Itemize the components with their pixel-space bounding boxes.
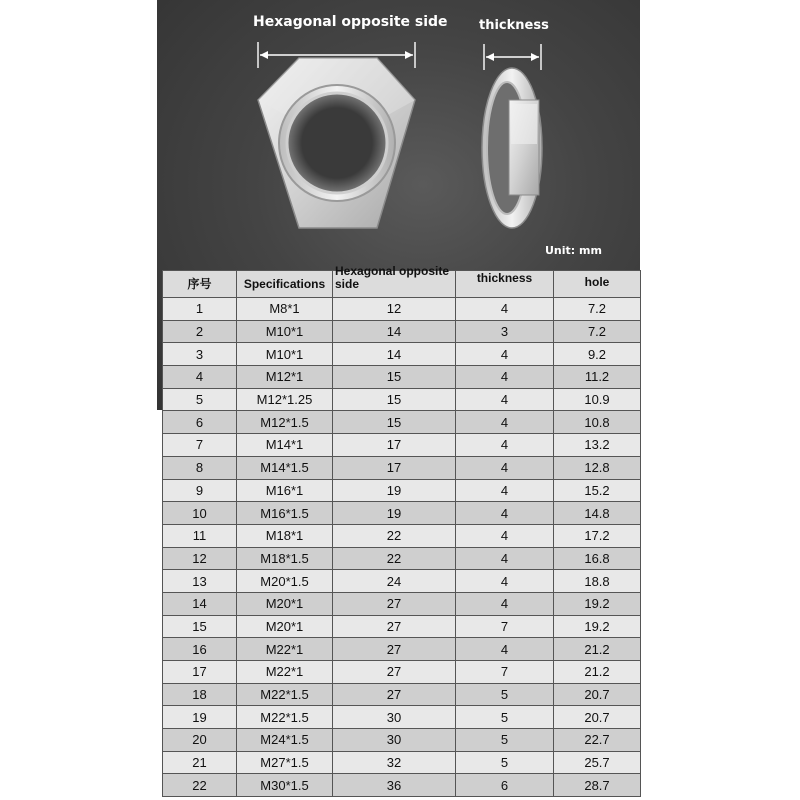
- spec-cell: M22*1.5: [237, 683, 333, 706]
- table-row: [163, 751, 641, 774]
- thickness-cell: 4: [456, 592, 554, 615]
- thickness-cell: 4: [456, 366, 554, 389]
- index-cell: 10: [163, 502, 237, 525]
- table-row: [163, 774, 641, 797]
- table-row: [163, 320, 641, 343]
- table-body: [163, 298, 641, 797]
- hex-side-cell: 27: [333, 683, 456, 706]
- index-cell: 16: [163, 638, 237, 661]
- hex-nut-front: [258, 58, 415, 228]
- thickness-cell: 5: [456, 706, 554, 729]
- thickness-cell: 6: [456, 774, 554, 797]
- spec-cell: M12*1.5: [237, 411, 333, 434]
- index-cell: 17: [163, 661, 237, 684]
- thickness-cell: 4: [456, 502, 554, 525]
- header-hole: [554, 271, 641, 298]
- thickness-cell: 7: [456, 615, 554, 638]
- index-cell: 20: [163, 729, 237, 752]
- thickness-cell: 4: [456, 570, 554, 593]
- header-index: 序号: [163, 271, 237, 298]
- spec-cell: M18*1: [237, 524, 333, 547]
- hole-cell: 22.7: [554, 729, 641, 752]
- table-row: [163, 479, 641, 502]
- spec-cell: M12*1.25: [237, 388, 333, 411]
- hole-cell: 13.2: [554, 434, 641, 457]
- thickness-cell: 4: [456, 388, 554, 411]
- spec-cell: M20*1.5: [237, 570, 333, 593]
- thickness-cell: 5: [456, 683, 554, 706]
- header-hex-side-text: Hexagonal opposite side: [335, 264, 450, 291]
- hex-side-cell: 19: [333, 479, 456, 502]
- header-hex-side: [333, 264, 456, 298]
- table-row: [163, 683, 641, 706]
- hole-cell: 10.9: [554, 388, 641, 411]
- spec-cell: M22*1.5: [237, 706, 333, 729]
- hex-side-cell: 19: [333, 502, 456, 525]
- thickness-cell: 4: [456, 343, 554, 366]
- hex-side-cell: 17: [333, 456, 456, 479]
- index-cell: 18: [163, 683, 237, 706]
- spec-cell: M24*1.5: [237, 729, 333, 752]
- index-cell: 4: [163, 366, 237, 389]
- spec-cell: M27*1.5: [237, 751, 333, 774]
- index-cell: 7: [163, 434, 237, 457]
- spec-cell: M20*1: [237, 615, 333, 638]
- table-row: [163, 547, 641, 570]
- hex-side-cell: 30: [333, 729, 456, 752]
- table-row: [163, 615, 641, 638]
- thickness-cell: 4: [456, 298, 554, 321]
- unit-label: Unit: mm: [545, 244, 602, 257]
- table-row: [163, 661, 641, 684]
- spec-cell: M18*1.5: [237, 547, 333, 570]
- hole-cell: 14.8: [554, 502, 641, 525]
- thickness-cell: 5: [456, 729, 554, 752]
- hex-side-cell: 15: [333, 366, 456, 389]
- hole-cell: 17.2: [554, 524, 641, 547]
- index-cell: 19: [163, 706, 237, 729]
- hex-nut-side: [482, 68, 542, 228]
- hex-side-cell: 30: [333, 706, 456, 729]
- thickness-cell: 4: [456, 456, 554, 479]
- index-cell: 3: [163, 343, 237, 366]
- header-specifications: Specifications: [237, 271, 333, 298]
- hole-cell: 20.7: [554, 706, 641, 729]
- hex-side-cell: 15: [333, 411, 456, 434]
- spec-cell: M30*1.5: [237, 774, 333, 797]
- table-header-row: [163, 271, 641, 298]
- index-cell: 11: [163, 524, 237, 547]
- thickness-dimension-line: [484, 44, 541, 70]
- hole-cell: 19.2: [554, 615, 641, 638]
- thickness-cell: 7: [456, 661, 554, 684]
- thickness-cell: 4: [456, 434, 554, 457]
- hole-cell: 10.8: [554, 411, 641, 434]
- index-cell: 21: [163, 751, 237, 774]
- spec-cell: M16*1: [237, 479, 333, 502]
- spec-table: [162, 264, 641, 797]
- hex-side-cell: 27: [333, 615, 456, 638]
- index-cell: 6: [163, 411, 237, 434]
- spec-cell: M22*1: [237, 661, 333, 684]
- hole-cell: 16.8: [554, 547, 641, 570]
- thickness-cell: 5: [456, 751, 554, 774]
- spec-cell: M14*1.5: [237, 456, 333, 479]
- hole-cell: 11.2: [554, 366, 641, 389]
- table-row: [163, 570, 641, 593]
- index-cell: 14: [163, 592, 237, 615]
- table-row: [163, 706, 641, 729]
- table-row: [163, 729, 641, 752]
- hex-side-cell: 32: [333, 751, 456, 774]
- thickness-cell: 3: [456, 320, 554, 343]
- thickness-cell: 4: [456, 479, 554, 502]
- table-row: [163, 524, 641, 547]
- index-cell: 5: [163, 388, 237, 411]
- hex-side-cell: 24: [333, 570, 456, 593]
- thickness-cell: 4: [456, 638, 554, 661]
- index-cell: 13: [163, 570, 237, 593]
- table-row: [163, 388, 641, 411]
- table-row: [163, 456, 641, 479]
- hex-side-cell: 22: [333, 524, 456, 547]
- hole-cell: 21.2: [554, 638, 641, 661]
- spec-cell: M20*1: [237, 592, 333, 615]
- spec-cell: M10*1: [237, 320, 333, 343]
- hole-cell: 21.2: [554, 661, 641, 684]
- hole-cell: 7.2: [554, 320, 641, 343]
- table-row: [163, 343, 641, 366]
- thickness-cell: 4: [456, 524, 554, 547]
- hex-side-cell: 27: [333, 638, 456, 661]
- hex-side-cell: 27: [333, 592, 456, 615]
- hex-side-cell: 17: [333, 434, 456, 457]
- spec-cell: M14*1: [237, 434, 333, 457]
- spec-cell: M12*1: [237, 366, 333, 389]
- thickness-cell: 4: [456, 547, 554, 570]
- hex-side-cell: 14: [333, 343, 456, 366]
- spec-cell: M8*1: [237, 298, 333, 321]
- header-thickness: [456, 271, 554, 298]
- spec-cell: M22*1: [237, 638, 333, 661]
- table-row: [163, 434, 641, 457]
- spec-cell: M16*1.5: [237, 502, 333, 525]
- hex-side-cell: 12: [333, 298, 456, 321]
- index-cell: 22: [163, 774, 237, 797]
- hole-cell: 9.2: [554, 343, 641, 366]
- header-hole-text: hole: [584, 274, 610, 289]
- index-cell: 9: [163, 479, 237, 502]
- index-cell: 8: [163, 456, 237, 479]
- hole-cell: 28.7: [554, 774, 641, 797]
- hex-side-cell: 15: [333, 388, 456, 411]
- header-thickness-text: thickness: [476, 270, 533, 285]
- thickness-label: thickness: [479, 18, 549, 33]
- hole-cell: 25.7: [554, 751, 641, 774]
- hex-side-cell: 22: [333, 547, 456, 570]
- table-row: [163, 411, 641, 434]
- index-cell: 1: [163, 298, 237, 321]
- hole-cell: 20.7: [554, 683, 641, 706]
- index-cell: 2: [163, 320, 237, 343]
- spec-cell: M10*1: [237, 343, 333, 366]
- hex-side-label: Hexagonal opposite side: [253, 14, 448, 30]
- hex-side-cell: 27: [333, 661, 456, 684]
- hole-cell: 15.2: [554, 479, 641, 502]
- table-row: [163, 502, 641, 525]
- hole-cell: 19.2: [554, 592, 641, 615]
- hex-side-cell: 36: [333, 774, 456, 797]
- table-row: [163, 638, 641, 661]
- hole-cell: 7.2: [554, 298, 641, 321]
- table-row: [163, 366, 641, 389]
- hex-side-cell: 14: [333, 320, 456, 343]
- table-row: [163, 298, 641, 321]
- index-cell: 12: [163, 547, 237, 570]
- index-cell: 15: [163, 615, 237, 638]
- hole-cell: 12.8: [554, 456, 641, 479]
- table-row: [163, 592, 641, 615]
- thickness-cell: 4: [456, 411, 554, 434]
- hole-cell: 18.8: [554, 570, 641, 593]
